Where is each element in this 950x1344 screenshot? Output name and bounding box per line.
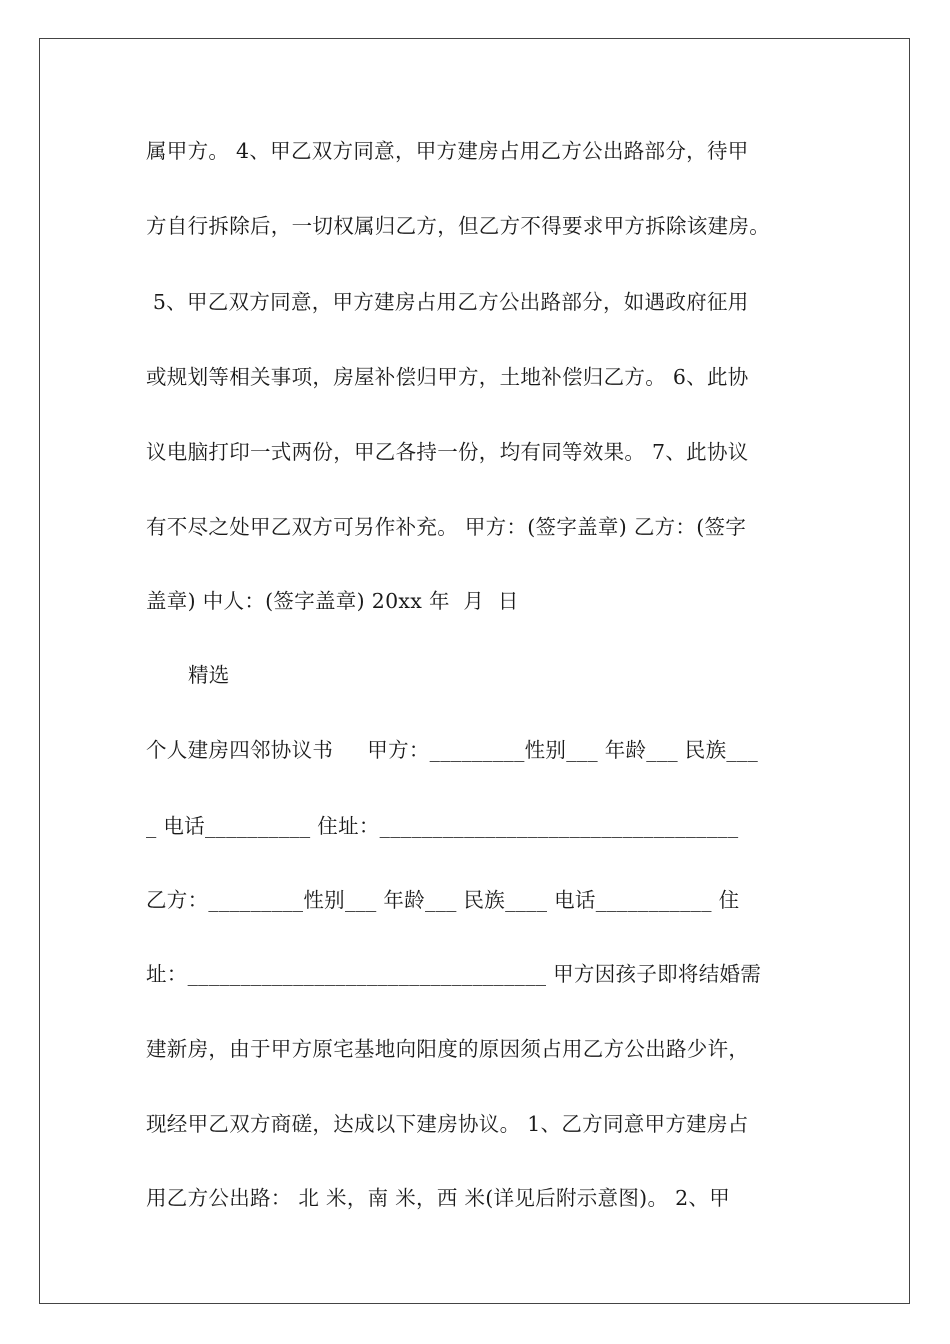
- body-text-line: 议电脑打印一式两份，甲乙各持一份，均有同等效果。 7、此协议: [146, 440, 749, 464]
- body-text-line: 盖章) 中人：(签字盖章) 20xx 年 月 日: [146, 589, 519, 613]
- body-text-line: 用乙方公出路： 北 米，南 米，西 米(详见后附示意图)。 2、甲: [146, 1186, 731, 1210]
- body-text-line: 建新房，由于甲方原宅基地向阳度的原因须占用乙方公出路少许，: [146, 1037, 750, 1061]
- body-text-line: 5、甲乙双方同意，甲方建房占用乙方公出路部分，如遇政府征用: [146, 290, 749, 314]
- body-text-line: _ 电话__________ 住址：__________________________________: [146, 814, 739, 838]
- body-text-line: 乙方：_________性别___ 年龄___ 民族____ 电话___________ 住: [146, 888, 740, 912]
- body-text-line: 有不尽之处甲乙双方可另作补充。 甲方：(签字盖章) 乙方：(签字: [146, 515, 747, 539]
- body-text-line: 址：__________________________________ 甲方因孩子即将结婚需: [146, 962, 762, 986]
- body-text-line: 现经甲乙双方商磋，达成以下建房协议。 1、乙方同意甲方建房占: [146, 1112, 749, 1136]
- body-text-line: 方自行拆除后，一切权属归乙方，但乙方不得要求甲方拆除该建房。: [146, 214, 770, 238]
- body-text-line: 或规划等相关事项，房屋补偿归甲方，土地补偿归乙方。 6、此协: [146, 365, 749, 389]
- agreement-title-line: 个人建房四邻协议书 甲方：_________性别___ 年龄___ 民族___: [146, 738, 759, 762]
- body-text-line: 属甲方。 4、甲乙双方同意，甲方建房占用乙方公出路部分，待甲: [146, 139, 749, 163]
- section-label: 精选: [188, 663, 230, 687]
